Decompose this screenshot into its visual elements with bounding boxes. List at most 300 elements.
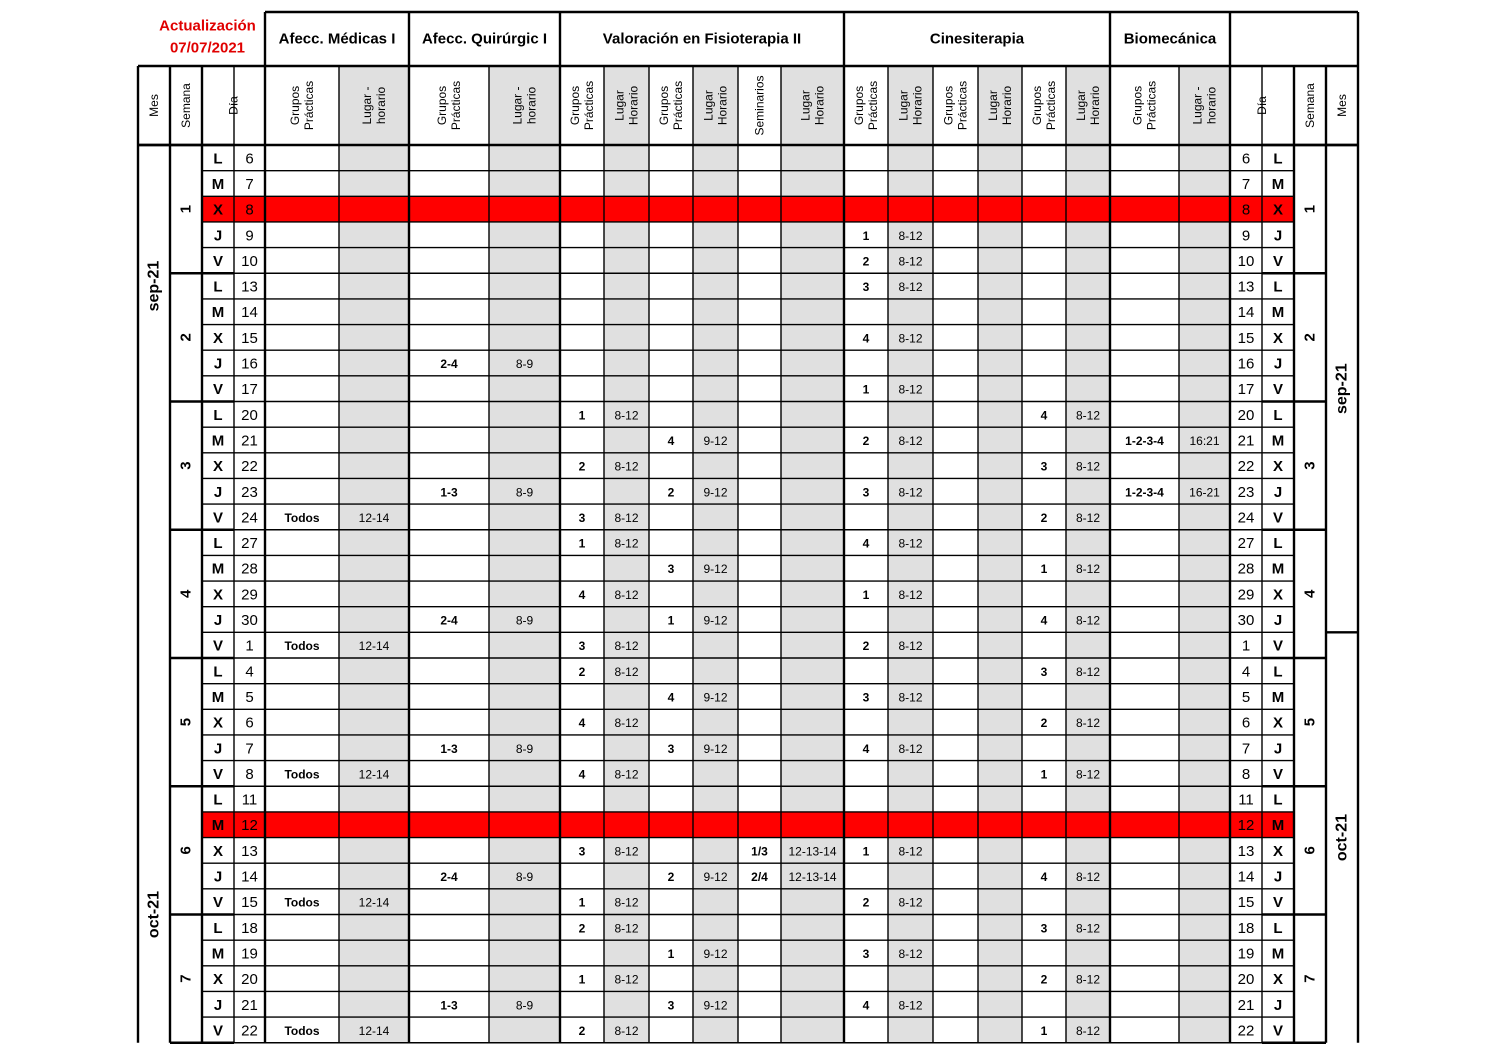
group-cell: 1-3 (440, 485, 458, 500)
time-cell: 8-12 (614, 510, 639, 525)
time-cell: 8-12 (614, 921, 639, 936)
time-cell: 8-12 (614, 844, 639, 859)
time-cell: 16:21 (1189, 433, 1220, 448)
column-header: Grupos (1130, 85, 1145, 126)
time-cell: 8-12 (614, 536, 639, 551)
month-label: oct-21 (145, 890, 163, 939)
day-number: 6 (245, 714, 254, 732)
column-header: Prácticas (582, 80, 596, 131)
time-cell: 8-12 (1075, 562, 1101, 577)
day-letter: V (212, 637, 224, 655)
group-cell: 3 (667, 741, 675, 756)
day-letter: M (211, 560, 225, 578)
day-number-right: 5 (1241, 688, 1251, 706)
day-number: 20 (241, 406, 258, 424)
time-cell: 12-14 (358, 895, 390, 910)
week-label: 5 (177, 717, 195, 727)
day-number-right: 16 (1237, 355, 1255, 373)
group-cell: 3 (1040, 921, 1048, 936)
time-cell: 8-9 (515, 485, 534, 500)
day-number-right: 29 (1237, 586, 1255, 604)
day-letter: X (212, 714, 224, 732)
day-letter: V (212, 1022, 224, 1040)
column-header: Lugar (986, 90, 1000, 121)
group-cell: 1 (578, 895, 586, 910)
group-cell: 3 (1040, 664, 1048, 679)
day-letter-right: M (1271, 688, 1285, 706)
group-cell: 2/4 (751, 870, 768, 885)
time-cell: 8-12 (614, 767, 639, 782)
group-cell: 1 (667, 946, 675, 961)
column-header-dia: Día (226, 96, 241, 115)
day-letter-right: L (1273, 919, 1283, 937)
column-header: Seminarios (752, 75, 767, 136)
time-cell: 8-12 (898, 844, 923, 859)
time-cell: 8-12 (898, 639, 923, 654)
group-cell: 4 (667, 690, 675, 705)
update-label: Actualización (159, 17, 256, 35)
group-cell: 2-4 (440, 870, 458, 885)
column-header: Horario (1088, 85, 1102, 126)
column-header: Grupos (288, 85, 302, 126)
day-letter-right: J (1273, 483, 1283, 501)
time-cell: 8-12 (1075, 1023, 1101, 1038)
group-cell: 2-4 (440, 357, 458, 372)
time-cell: 8-12 (614, 408, 639, 423)
group-cell: 1 (862, 587, 870, 602)
group-cell: 2 (1040, 972, 1048, 987)
time-cell: 8-12 (898, 433, 923, 448)
day-letter-right: L (1273, 406, 1283, 424)
day-letter-right: J (1273, 227, 1283, 245)
day-letter-right: V (1272, 637, 1284, 655)
day-number: 21 (241, 996, 258, 1014)
week-label: 1 (177, 204, 195, 214)
day-letter: X (212, 458, 224, 476)
day-letter: L (213, 919, 223, 937)
column-header: Prácticas (671, 80, 685, 131)
group-cell: 1 (862, 844, 870, 859)
column-header: Prácticas (1044, 80, 1058, 131)
group-cell: 1 (862, 382, 870, 397)
group-cell: 1-2-3-4 (1125, 485, 1164, 500)
day-number: 30 (241, 612, 258, 630)
day-letter-right: J (1273, 355, 1283, 373)
column-header: Prácticas (955, 80, 970, 131)
column-header: Lugar (612, 90, 627, 121)
group-cell: 1 (1040, 1023, 1048, 1038)
time-cell: 8-12 (898, 280, 923, 295)
day-number: 14 (241, 304, 258, 322)
day-number: 19 (241, 945, 258, 963)
subject-header-vf: Valoración en Fisioterapia II (602, 30, 802, 48)
day-number-right: 14 (1237, 868, 1255, 886)
day-number-right: 7 (1241, 175, 1251, 193)
day-letter-right: M (1271, 175, 1285, 193)
time-cell: 8-12 (898, 254, 923, 269)
day-number: 9 (245, 227, 254, 245)
day-number-right: 22 (1237, 1022, 1255, 1040)
time-cell: 16-21 (1189, 485, 1220, 500)
group-cell: Todos (284, 639, 320, 654)
day-number: 13 (241, 278, 258, 296)
day-letter: L (213, 406, 223, 424)
group-cell: Todos (284, 510, 320, 525)
group-cell: 1-3 (440, 998, 458, 1013)
day-number: 8 (245, 765, 254, 783)
day-number: 29 (241, 586, 258, 604)
day-letter-right: V (1272, 1022, 1284, 1040)
day-letter: M (211, 817, 225, 835)
time-cell: 8-12 (898, 536, 923, 551)
day-letter-right: J (1273, 612, 1283, 630)
subject-header-am: Afecc. Médicas I (278, 30, 396, 48)
day-number: 23 (241, 483, 258, 501)
day-letter-right: L (1273, 150, 1283, 168)
day-number-right: 24 (1237, 509, 1255, 527)
group-cell: 4 (578, 587, 586, 602)
time-cell: 8-12 (1075, 510, 1101, 525)
week-label-right: 6 (1301, 846, 1319, 855)
group-cell: 3 (862, 485, 870, 500)
day-number: 12 (241, 817, 258, 835)
time-cell: 8-12 (614, 895, 639, 910)
day-number: 15 (241, 329, 258, 347)
day-number: 7 (245, 175, 254, 193)
day-number: 11 (241, 791, 258, 809)
time-cell: 8-12 (898, 485, 923, 500)
day-letter: J (213, 868, 223, 886)
day-number-right: 12 (1237, 817, 1255, 835)
day-number-right: 18 (1237, 919, 1255, 937)
time-cell: 8-12 (614, 587, 639, 602)
column-header: Grupos (852, 85, 866, 126)
column-header: Horario (626, 85, 641, 126)
day-letter-right: V (1272, 894, 1284, 912)
day-number: 13 (241, 842, 258, 860)
day-number-right: 19 (1237, 945, 1255, 963)
time-cell: 12-14 (358, 767, 390, 782)
day-letter-right: L (1273, 791, 1283, 809)
day-number-right: 15 (1237, 894, 1255, 912)
day-number-right: 10 (1237, 252, 1255, 270)
day-letter: J (213, 483, 223, 501)
column-header-dia-right: Día (1255, 96, 1269, 115)
day-letter: V (212, 509, 224, 527)
day-number-right: 30 (1237, 612, 1255, 630)
column-header: Prácticas (1144, 80, 1159, 131)
day-letter: X (212, 842, 224, 860)
week-label-right: 2 (1301, 333, 1319, 342)
group-cell: 2 (578, 1023, 586, 1038)
time-cell: 12-14 (358, 1023, 390, 1038)
column-header: Lugar - (510, 86, 525, 125)
day-number-right: 28 (1237, 560, 1255, 578)
group-cell: 4 (578, 716, 586, 731)
group-cell: 3 (862, 690, 870, 705)
time-cell: 8-12 (898, 382, 923, 397)
subject-header-aq: Afecc. Quirúrgic I (421, 30, 548, 48)
time-cell: 8-12 (1075, 408, 1101, 423)
day-letter-right: X (1272, 329, 1284, 347)
time-cell: 9-12 (703, 562, 728, 577)
time-cell: 12-14 (358, 639, 390, 654)
day-number: 6 (245, 150, 254, 168)
day-letter-right: X (1272, 586, 1284, 604)
day-number: 17 (241, 381, 258, 399)
day-letter: M (211, 688, 225, 706)
time-cell: 9-12 (703, 741, 728, 756)
time-cell: 9-12 (703, 613, 728, 628)
time-cell: 8-12 (898, 998, 923, 1013)
group-cell: 2 (578, 664, 586, 679)
day-letter-right: M (1271, 945, 1285, 963)
column-header: Horario (910, 85, 925, 126)
day-letter-right: M (1271, 817, 1285, 835)
time-cell: 8-12 (1075, 767, 1101, 782)
day-letter-right: J (1273, 868, 1283, 886)
day-number: 20 (241, 971, 258, 989)
group-cell: 2 (862, 433, 870, 448)
day-letter-right: L (1273, 535, 1283, 553)
column-header: Lugar (701, 90, 716, 121)
time-cell: 8-12 (614, 972, 639, 987)
subject-header-ci: Cinesiterapia (929, 30, 1025, 48)
column-header-mes: Mes (147, 94, 161, 117)
column-header: Prácticas (866, 80, 880, 131)
time-cell: 8-9 (515, 357, 534, 372)
week-label: 7 (177, 974, 195, 983)
day-number: 24 (241, 509, 258, 527)
column-header-mes-right: Mes (1335, 94, 1349, 117)
time-cell: 8-12 (1075, 716, 1101, 731)
group-cell: 3 (667, 562, 675, 577)
day-number-right: 14 (1237, 304, 1255, 322)
time-cell: 8-12 (898, 690, 923, 705)
week-label-right: 4 (1301, 589, 1319, 599)
group-cell: Todos (284, 1023, 320, 1038)
group-cell: 4 (862, 741, 870, 756)
week-label: 3 (177, 461, 195, 470)
group-cell: 1 (578, 408, 586, 423)
column-header: Grupos (657, 85, 671, 126)
week-label-right: 7 (1301, 974, 1319, 983)
group-cell: 1-3 (440, 741, 458, 756)
day-number: 16 (241, 355, 258, 373)
day-number: 7 (245, 740, 254, 758)
group-cell: 1 (578, 972, 586, 987)
column-header: Lugar - (1190, 86, 1205, 125)
day-letter-right: X (1272, 201, 1284, 219)
group-cell: 2-4 (440, 613, 458, 628)
group-cell: 2 (862, 254, 870, 269)
day-letter-right: M (1271, 560, 1285, 578)
day-number-right: 6 (1241, 150, 1251, 168)
column-header: Lugar (1074, 90, 1088, 121)
day-number: 1 (245, 637, 254, 655)
day-number: 8 (245, 201, 254, 219)
day-letter-right: M (1271, 304, 1285, 322)
day-letter-right: J (1273, 740, 1283, 758)
week-label-right: 1 (1301, 204, 1319, 214)
column-header: Horario (715, 85, 730, 126)
week-label-right: 3 (1301, 461, 1319, 470)
day-letter-right: X (1272, 714, 1284, 732)
time-cell: 8-9 (515, 613, 534, 628)
column-header: horario (524, 86, 539, 125)
time-cell: 8-12 (614, 664, 639, 679)
column-header: Grupos (941, 85, 956, 126)
holiday-row (202, 812, 1294, 838)
holiday-row (202, 196, 1294, 222)
day-letter: J (213, 355, 223, 373)
time-cell: 8-12 (614, 1023, 639, 1038)
day-letter: V (212, 765, 224, 783)
week-label: 4 (177, 589, 195, 599)
group-cell: 4 (1040, 613, 1048, 628)
day-number-right: 21 (1237, 432, 1255, 450)
day-number-right: 13 (1237, 842, 1255, 860)
day-number-right: 22 (1237, 458, 1255, 476)
month-label: sep-21 (145, 260, 163, 312)
day-letter: X (212, 201, 224, 219)
day-number-right: 9 (1241, 227, 1251, 245)
time-cell: 8-9 (515, 741, 534, 756)
time-cell: 8-12 (1075, 664, 1101, 679)
day-letter: J (213, 612, 223, 630)
column-header-semana-right: Semana (1303, 83, 1317, 128)
group-cell: 2 (667, 870, 675, 885)
day-letter-right: J (1273, 996, 1283, 1014)
group-cell: 1 (1040, 562, 1048, 577)
time-cell: 8-12 (898, 895, 923, 910)
group-cell: 1 (667, 613, 675, 628)
column-header: horario (1204, 86, 1219, 125)
group-cell: Todos (284, 895, 320, 910)
day-number-right: 7 (1241, 740, 1251, 758)
day-letter-right: M (1271, 432, 1285, 450)
day-letter-right: V (1272, 509, 1284, 527)
day-letter: X (212, 971, 224, 989)
group-cell: 4 (578, 767, 586, 782)
day-letter-right: V (1272, 381, 1284, 399)
column-header-semana: Semana (179, 83, 193, 128)
time-cell: 8-12 (1075, 921, 1101, 936)
time-cell: 8-12 (898, 587, 923, 602)
column-header: Grupos (568, 85, 582, 126)
time-cell: 9-12 (703, 998, 728, 1013)
group-cell: 2 (862, 895, 870, 910)
day-letter: X (212, 586, 224, 604)
column-header: Horario (812, 85, 827, 126)
day-number-right: 20 (1237, 406, 1255, 424)
group-cell: 4 (1040, 408, 1048, 423)
time-cell: 12-14 (358, 510, 390, 525)
group-cell: 2 (1040, 716, 1048, 731)
column-header: Grupos (1030, 85, 1044, 126)
group-cell: 3 (667, 998, 675, 1013)
day-number-right: 23 (1237, 483, 1255, 501)
group-cell: 1 (862, 228, 870, 243)
day-letter: M (211, 304, 225, 322)
column-header: horario (374, 86, 388, 125)
time-cell: 8-12 (1075, 870, 1101, 885)
group-cell: 4 (1040, 870, 1048, 885)
day-number: 22 (241, 1022, 258, 1040)
day-letter: M (211, 432, 225, 450)
day-letter: L (213, 663, 223, 681)
group-cell: 3 (578, 844, 586, 859)
group-cell: 2 (862, 639, 870, 654)
day-number: 27 (241, 535, 258, 553)
group-cell: Todos (284, 767, 320, 782)
day-letter: V (212, 894, 224, 912)
column-header: Lugar (896, 90, 911, 121)
month-label-right: oct-21 (1333, 813, 1351, 862)
day-letter: J (213, 227, 223, 245)
day-number: 22 (241, 458, 258, 476)
column-header: Prácticas (449, 80, 463, 131)
group-cell: 2 (1040, 510, 1048, 525)
day-letter-right: L (1273, 278, 1283, 296)
time-cell: 12-13-14 (788, 844, 837, 859)
time-cell: 8-12 (898, 946, 923, 961)
group-cell: 3 (862, 280, 870, 295)
group-cell: 4 (862, 536, 870, 551)
time-cell: 9-12 (703, 485, 728, 500)
group-cell: 2 (578, 921, 586, 936)
day-number-right: 11 (1238, 791, 1254, 809)
subject-header-bi: Biomecánica (1123, 30, 1217, 48)
time-cell: 9-12 (703, 433, 728, 448)
day-letter-right: X (1272, 842, 1284, 860)
day-number-right: 8 (1241, 201, 1251, 219)
group-cell: 3 (578, 510, 586, 525)
group-cell: 1 (578, 536, 586, 551)
column-header: Lugar (798, 90, 813, 121)
day-number-right: 8 (1241, 765, 1251, 783)
day-number: 10 (241, 252, 258, 270)
day-letter: L (213, 791, 223, 809)
time-cell: 8-12 (898, 228, 923, 243)
day-letter: J (213, 996, 223, 1014)
group-cell: 4 (667, 433, 675, 448)
day-number-right: 13 (1237, 278, 1255, 296)
column-header: Lugar - (360, 86, 374, 125)
day-letter-right: X (1272, 458, 1284, 476)
group-cell: 2 (578, 459, 586, 474)
time-cell: 12-13-14 (788, 870, 837, 885)
day-letter: J (213, 740, 223, 758)
day-number: 18 (241, 919, 258, 937)
time-cell: 9-12 (703, 690, 728, 705)
day-letter-right: V (1272, 252, 1284, 270)
week-label-right: 5 (1301, 717, 1319, 727)
time-cell: 9-12 (703, 946, 728, 961)
time-cell: 8-12 (614, 716, 639, 731)
day-number: 21 (241, 432, 258, 450)
month-label-right: sep-21 (1333, 363, 1351, 415)
time-cell: 8-12 (1075, 613, 1101, 628)
day-number-right: 20 (1237, 971, 1255, 989)
day-number-right: 1 (1241, 637, 1251, 655)
day-number-right: 15 (1237, 329, 1255, 347)
group-cell: 3 (862, 946, 870, 961)
group-cell: 1-2-3-4 (1125, 433, 1164, 448)
time-cell: 8-9 (515, 870, 534, 885)
column-header: Grupos (435, 85, 449, 126)
day-letter: M (211, 175, 225, 193)
